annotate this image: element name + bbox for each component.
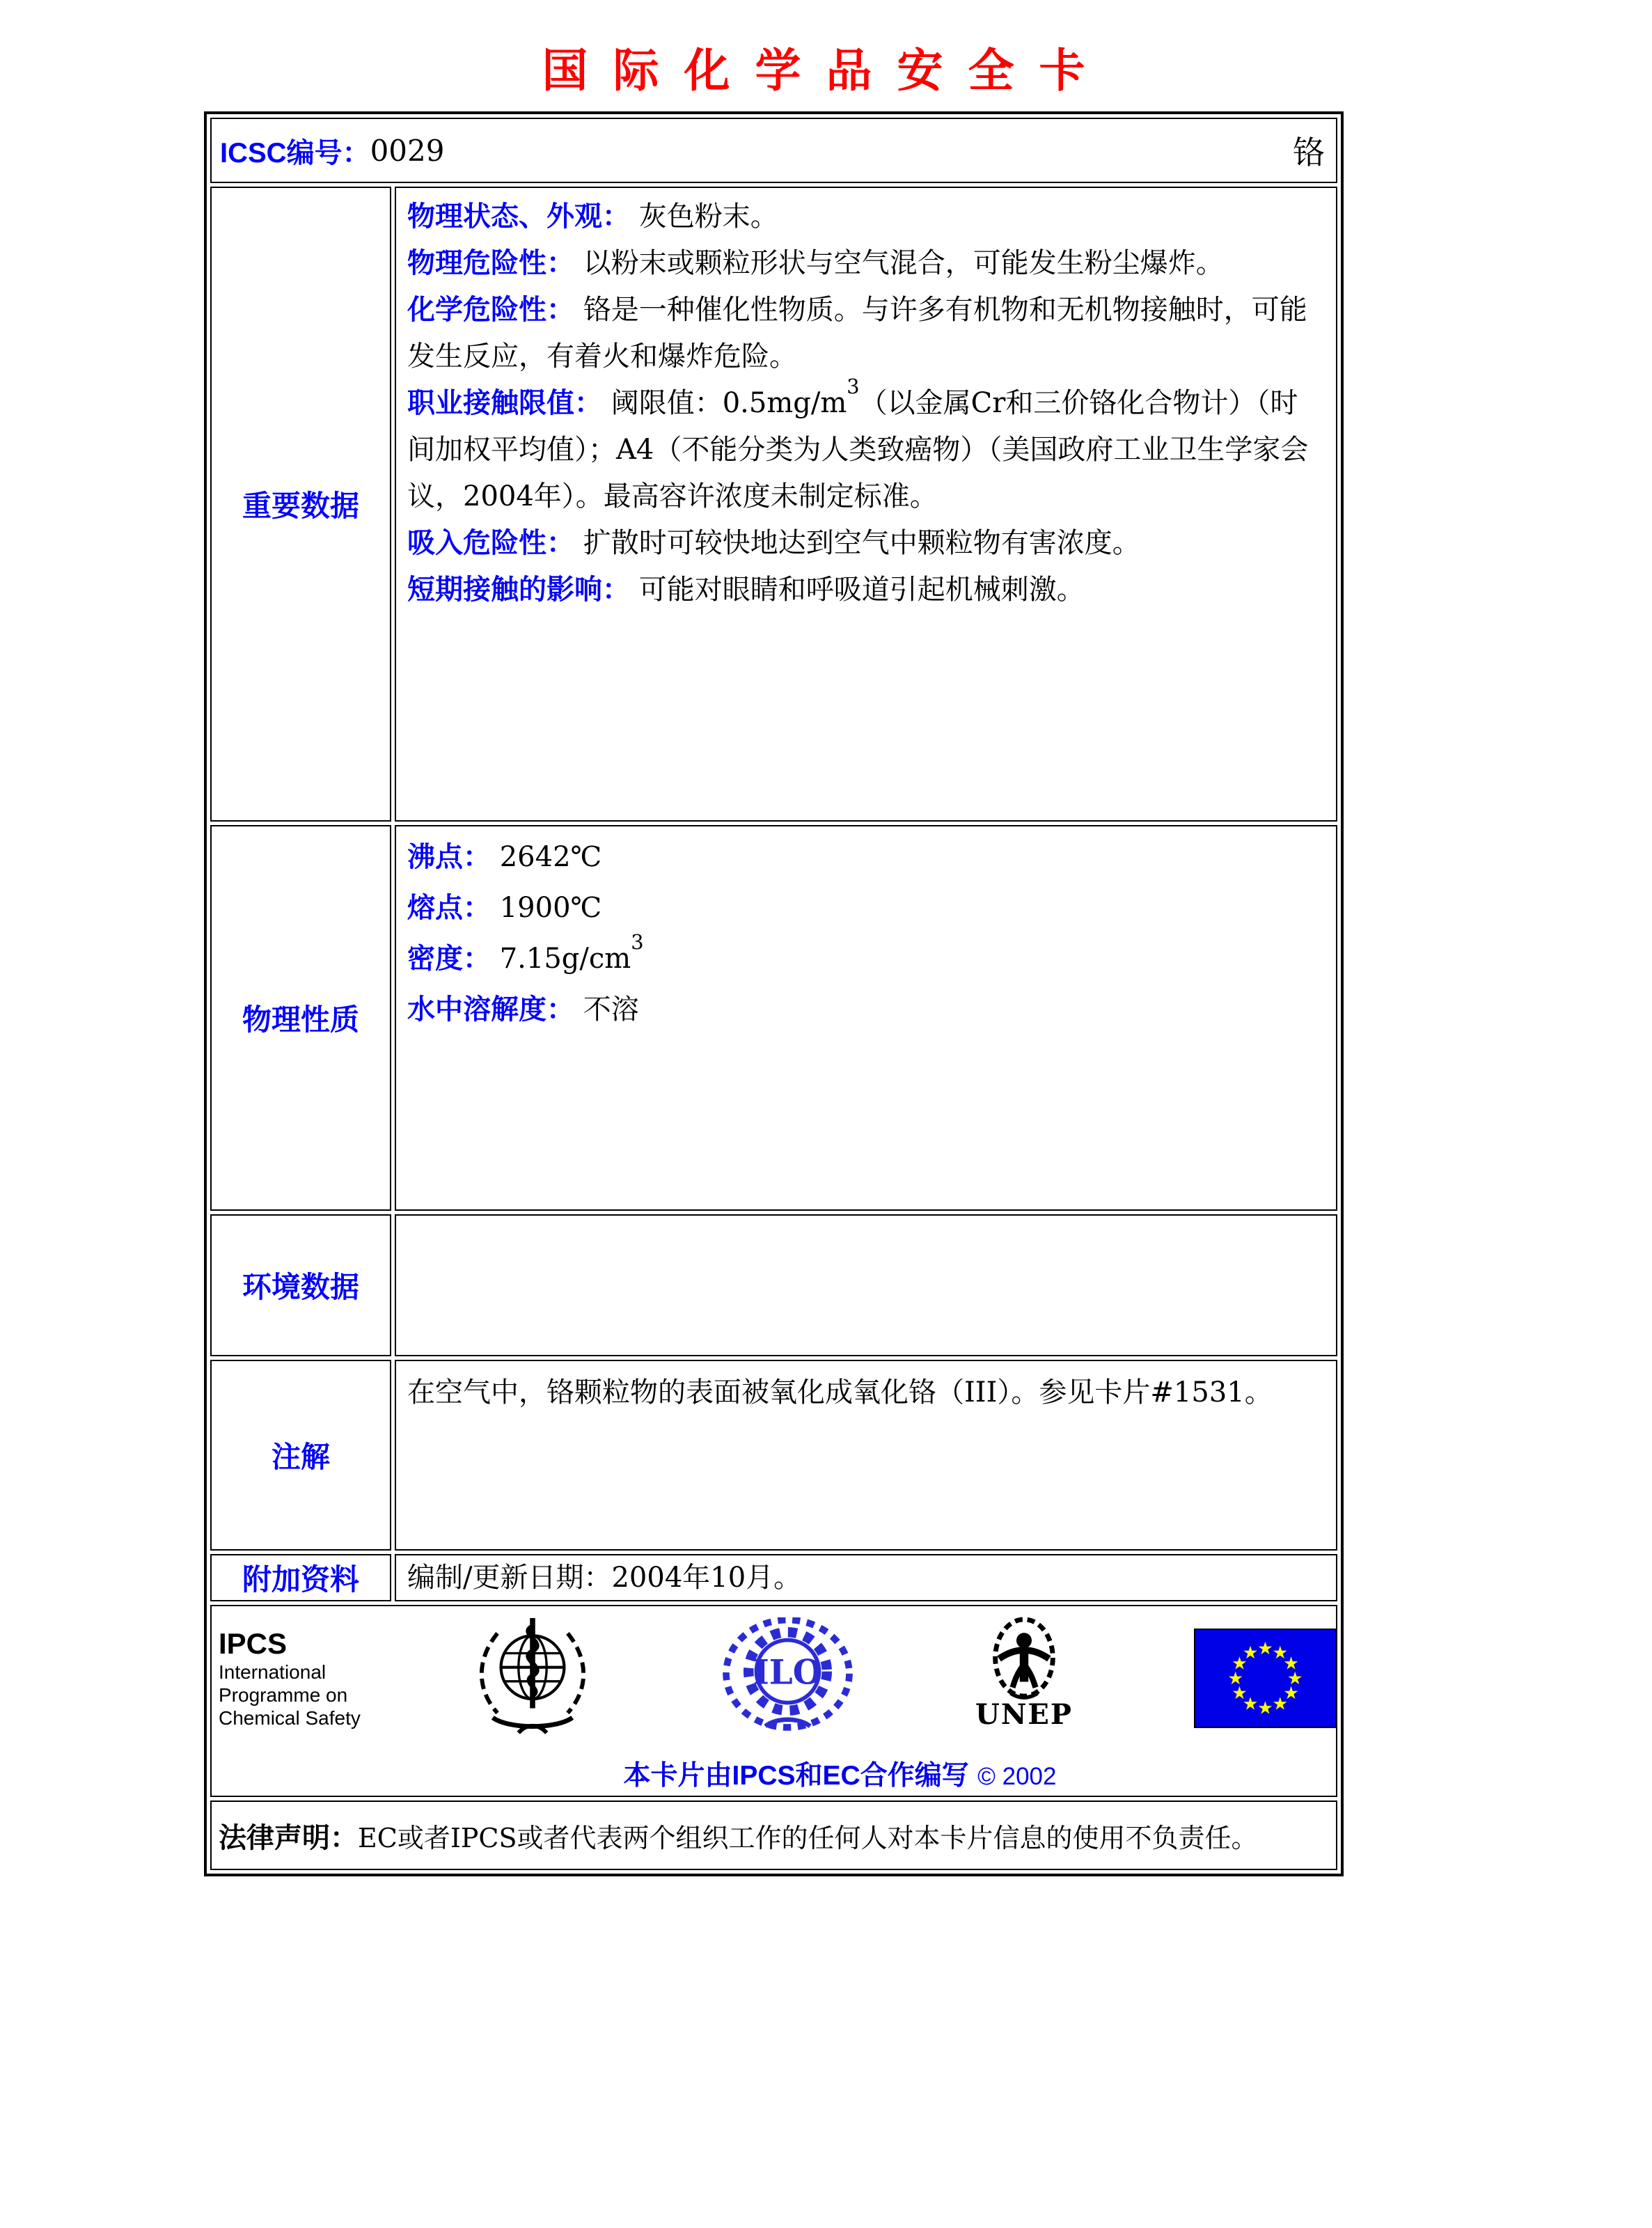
chemical-name: 铬 <box>1293 134 1325 171</box>
ipcs-line: Chemical Safety <box>219 1707 361 1729</box>
legal-row <box>210 1801 1337 1870</box>
svg-text:★: ★ <box>1257 1697 1273 1718</box>
notes-section-label: 注解 <box>210 1360 391 1551</box>
field-text: 2642℃ <box>499 841 602 873</box>
cooperation-caption <box>212 1754 1336 1793</box>
ipcs-acronym: IPCS <box>219 1627 288 1660</box>
ipcs-line: Programme on <box>219 1684 348 1706</box>
important-line <box>407 567 1325 613</box>
header-row <box>210 118 1337 183</box>
environmental-data-section-label: 环境数据 <box>210 1214 391 1356</box>
physical-line <box>407 984 1325 1035</box>
field-label: 密度： <box>407 943 491 974</box>
physical-line <box>407 883 1325 934</box>
important-line <box>407 287 1325 380</box>
physical-properties-section-label: 物理性质 <box>210 825 391 1211</box>
ilo-emblem-icon <box>721 1617 855 1734</box>
svg-text:★: ★ <box>1232 1653 1248 1674</box>
physical-line <box>407 832 1325 883</box>
important-line <box>407 374 1325 520</box>
important-line <box>407 240 1325 287</box>
notes-content: 在空气中，铬颗粒物的表面被氧化成氧化铬（III）。参见卡片#1531。 <box>395 1360 1337 1551</box>
important-data-content <box>395 187 1337 822</box>
ipcs-line: International <box>219 1661 327 1683</box>
logos-row <box>210 1605 1337 1797</box>
field-text: 阈限值：0.5mg/m <box>611 387 847 419</box>
field-text: 1900℃ <box>499 892 602 924</box>
physical-line <box>407 929 1325 984</box>
svg-text:★: ★ <box>1242 1642 1259 1663</box>
ipcs-wordmark <box>219 1627 361 1729</box>
copyright: © 2002 <box>977 1763 1057 1790</box>
legal-text: EC或者IPCS或者代表两个组织工作的任何人对本卡片信息的使用不负责任。 <box>358 1822 1258 1853</box>
field-label: 熔点： <box>407 893 491 923</box>
svg-text:★: ★ <box>1257 1638 1273 1658</box>
svg-text:★: ★ <box>1272 1642 1289 1663</box>
field-text: 灰色粉末。 <box>638 201 778 233</box>
physical-properties-content <box>395 825 1337 1211</box>
field-label: 吸入危险性： <box>407 528 574 558</box>
legal-label: 法律声明： <box>219 1822 358 1853</box>
environmental-data-row <box>210 1214 1337 1356</box>
ilo-letters: ILO <box>753 1653 822 1693</box>
unep-caption: UNEP <box>975 1698 1073 1731</box>
icsc-number-value: 0029 <box>370 133 445 168</box>
field-text: 扩散时可较快地达到空气中颗粒物有害浓度。 <box>583 527 1140 559</box>
field-label: 短期接触的影响： <box>407 574 630 605</box>
svg-text:★: ★ <box>1272 1693 1289 1714</box>
notes-row <box>210 1360 1337 1551</box>
page-title: 国际化学品安全卡 <box>542 43 1110 97</box>
field-text: 以粉末或颗粒形状与空气混合，可能发生粉尘爆炸。 <box>583 247 1224 279</box>
svg-text:★: ★ <box>1283 1683 1299 1704</box>
field-label: 物理危险性： <box>407 248 574 278</box>
important-data-row <box>210 187 1337 822</box>
important-line <box>407 194 1325 240</box>
svg-text:★: ★ <box>1287 1668 1303 1688</box>
legal-cell <box>210 1801 1337 1870</box>
important-data-section-label: 重要数据 <box>210 187 391 822</box>
field-text: 铬是一种催化性物质。与许多有机物和无机物接触时，可能发生反应，有着火和爆炸危险。 <box>407 294 1307 372</box>
eu-flag-icon <box>1194 1629 1337 1728</box>
superscript: 3 <box>631 929 644 954</box>
field-label: 沸点： <box>407 842 491 872</box>
cooperation-caption-text: 本卡片由IPCS和EC合作编写 <box>623 1761 969 1791</box>
field-text: 可能对眼睛和呼吸道引起机械刺激。 <box>638 574 1085 606</box>
additional-info-content: 编制/更新日期：2004年10月。 <box>395 1554 1337 1601</box>
physical-properties-row <box>210 825 1337 1211</box>
icsc-card <box>204 111 1344 1876</box>
field-text: （以金属Cr和三价铬化合物计）（时间加权平均值）；A4（不能分类为人类致癌物）（美国政府工业卫生学家会议，2004年）。最高容许浓度未制定标准。 <box>407 387 1309 512</box>
logos-cell <box>210 1605 1337 1797</box>
field-label: 物理状态、外观： <box>407 201 630 232</box>
field-text: 7.15g/cm <box>499 943 631 975</box>
field-label: 水中溶解度： <box>407 994 574 1025</box>
svg-text:★: ★ <box>1242 1693 1259 1714</box>
field-text: 不溶 <box>583 994 639 1026</box>
svg-text:★: ★ <box>1232 1683 1248 1704</box>
icsc-number-label: ICSC编号： <box>220 137 370 168</box>
field-label: 化学危险性： <box>407 295 574 325</box>
svg-text:★: ★ <box>1227 1668 1244 1688</box>
svg-text:★: ★ <box>1283 1653 1299 1674</box>
additional-info-row <box>210 1554 1337 1601</box>
unep-emblem-icon <box>965 1615 1083 1729</box>
environmental-data-content <box>395 1214 1337 1356</box>
important-line <box>407 520 1325 567</box>
header-cell <box>210 118 1337 183</box>
superscript: 3 <box>847 374 860 398</box>
field-label: 职业接触限值： <box>407 388 602 418</box>
who-emblem-icon <box>459 1615 606 1743</box>
additional-info-section-label: 附加资料 <box>210 1554 391 1601</box>
